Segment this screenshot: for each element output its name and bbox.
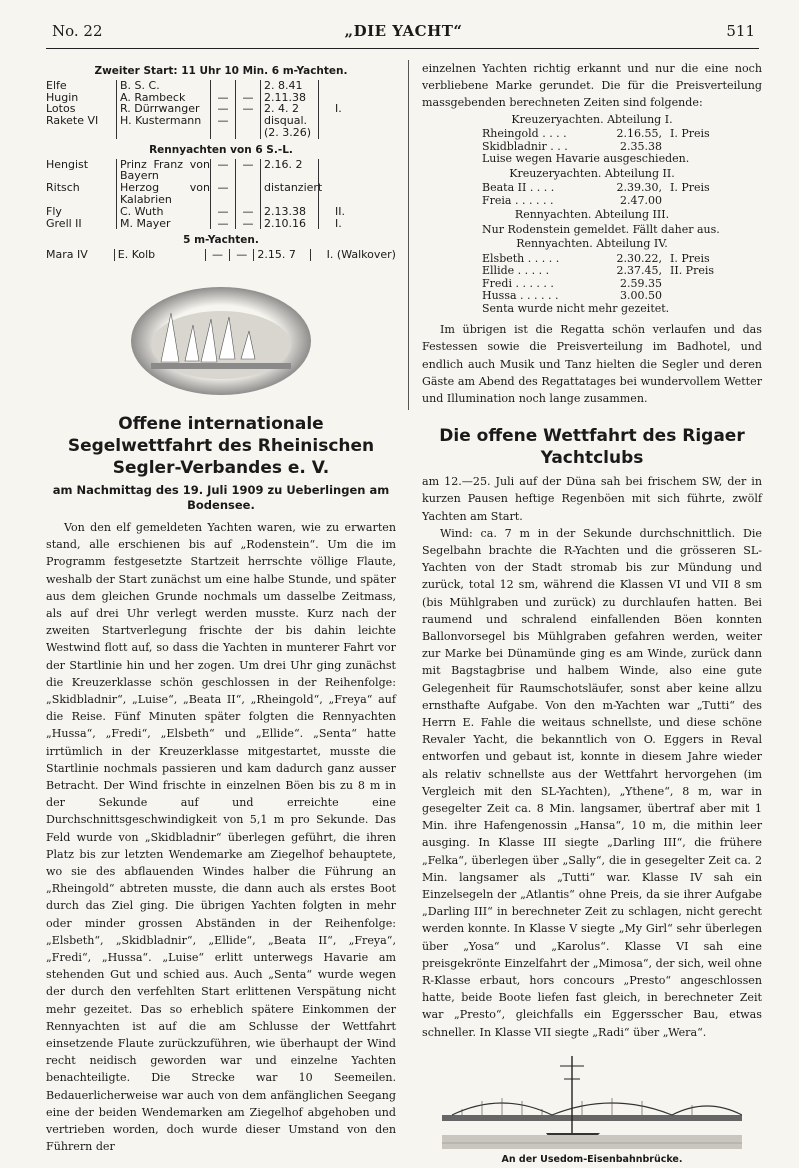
page-header (52, 22, 755, 46)
result-prize: I. Preis (670, 251, 710, 265)
yacht-owner: E. Kolb (114, 249, 205, 261)
right-column (422, 60, 762, 1168)
finish-time: 2.13.38 (260, 206, 318, 218)
start-row (46, 206, 396, 218)
page-number: 511 (726, 22, 755, 40)
prize: I. (318, 103, 342, 115)
yacht-name: Lotos (46, 102, 76, 116)
start-heading-2: Rennyachten von 6 S.-L. (149, 143, 293, 156)
result-note: Luise wegen Havarie ausgeschieden. (482, 152, 690, 166)
finish-time: 2.11.38 (260, 92, 318, 104)
journal-title: „DIE YACHT“ (344, 22, 463, 40)
prize: II. (318, 206, 345, 218)
article2-title: Die offene Wettfahrt des Rigaer Yachtclubs (439, 426, 745, 469)
finish-time: 2. 4. 2 (260, 103, 318, 115)
finish-time: 2. 8.41 (260, 80, 318, 92)
start-mark-1: — (210, 218, 235, 230)
yacht-owner: Prinz Franz von Bayern (116, 159, 210, 183)
yacht-owner: B. S. C. (116, 80, 210, 92)
result-prize: II. Preis (670, 264, 715, 278)
start-mark-2 (235, 115, 260, 139)
yacht-owner: A. Rambeck (116, 92, 210, 104)
result-prize (662, 195, 670, 208)
finish-time: distanziert (260, 182, 318, 206)
finish-time: 2.16. 2 (260, 159, 318, 183)
result-yacht: Skidbladnir . . . (482, 139, 568, 153)
start-mark-1: — (210, 103, 235, 115)
start-row (46, 249, 396, 261)
result-row (422, 182, 762, 195)
result-time: 2.47.00 (620, 193, 662, 207)
prize: I. (Walkover) (310, 249, 396, 261)
results-caption: Kreuzeryachten. Abteilung I. (511, 112, 673, 126)
result-note: Nur Rodenstein gemeldet. Fällt daher aus. (482, 222, 720, 236)
start-mark-1 (210, 80, 235, 92)
start-mark-2: — (235, 218, 260, 230)
prize: I. (318, 218, 342, 230)
issue-number: No. 22 (52, 22, 103, 40)
yacht-name: Ritsch (46, 181, 80, 195)
start-heading-1: Zweiter Start: 11 Uhr 10 Min. 6 m-Yachten. (94, 65, 348, 77)
results-caption: Rennyachten. Abteilung III. (514, 208, 670, 222)
start-group-1 (46, 80, 396, 139)
result-yacht: Ellide . . . . . (482, 264, 550, 278)
result-yacht: Freia . . . . . . (482, 193, 554, 207)
start-row (46, 218, 396, 230)
result-time: 2.37.45, (616, 264, 662, 278)
start-heading-3: 5 m-Yachten. (183, 234, 259, 247)
result-time: 2.16.55, (616, 127, 662, 141)
yacht-owner: R. Dürrwanger (116, 103, 210, 115)
bridge-illustration (442, 1051, 742, 1151)
article1-paragraph-3: Im übrigen ist die Regatta schön verlaufen und das Festessen sowie die Preisverteilung im Badhotel, und endlich auch Musik und Tanz hielten die Segler und deren Gäste am Abend des Regattatages bei wundervollem Wetter und Illumination noch lange zusammen. (422, 323, 762, 405)
results-list (422, 114, 762, 316)
start-row (46, 115, 396, 139)
result-row (422, 265, 762, 278)
left-column (46, 60, 396, 1155)
result-time: 2.59.35 (620, 276, 662, 290)
result-yacht: Beata II . . . . (482, 181, 555, 195)
result-row (422, 290, 762, 303)
article1-title: Offene internationale Segelwettfahrt des Rheinischen Segler-Verbandes e. V. (67, 413, 375, 478)
article2-paragraph-2: Wind: ca. 7 m in der Sekunde durchschnittlich. Die Segelbahn brachte die R-Yachten und die grösseren SL-Yachten von der Stadt stromab bis zur Mündung und zurück, total 12 sm, während die Klassen VI und VII 8 sm (bis Mühlgraben und zurück) zu durchlaufen hatten. Bei raumend und schralend einfallenden Böen konnten Ballonvorsegel bis Mühlgraben gefahren werden, weiter zur Marke bei Dünamünde ging es am Winde, zurück dann mit Bagstagbrise und halbem Winde, also eine gute Gelegenheit für Raumschotsläufer, sonst aber keine allzu ernsthafte Aufgabe. Von den m-Yachten war „Tutti“ des Herrn E. Fahle die weitaus schnellste, und diese schöne Revaler Yacht, die bekanntlich von O. Eggers in Reval entworfen und gebaut ist, konnte in diesem Jahre wieder als relativ schnellste aus der Wettfahrt hervorgehen (im Vergleich mit den SL-Yachten), „Ythene“, 8 m, war in gesegelter Zeit ca. 8 Min. langsamer, übertraf aber mit 1 Min. ihre Hafengenossin „Hansa“, 10 m, die mithin leer ausging. In Klasse III siegte „Darling III“, die frühere „Felka“, überlegen über „Sally“, die in gesegelter Zeit ca. 2 Min. langsamer als „Tutti“ war. Klasse IV sah ein Einzelsegeln der „Atlantis“ ohne Preis, da sie ihrer Aufgabe „Darling III“ in berechneter Zeit zu schlagen, nicht gerecht werden konnte. In Klasse V siegte „My Girl“ sehr überlegen über „Yosa“ und „Karolus“. Klasse VI sah eine preisgekrönte Einzelfahrt der „Mimosa“, der sich, weil ohne R-Klasse erbaut, hors concours „Presto“ angeschlossen hatte, beide Boote liefen fast gleich, in berechneter Zeit war „Presto“, gleichfalls ein Eggersscher Bau, etwas schneller. In Klasse VII siegte „Radi“ über „Wera“. (422, 526, 762, 1039)
prize (318, 80, 335, 92)
start-group-2 (46, 159, 396, 230)
yacht-owner: M. Mayer (116, 218, 210, 230)
start-mark-1: — (210, 159, 235, 183)
result-yacht: Rheingold . . . . (482, 127, 567, 141)
yacht-name: Hugin (46, 90, 79, 104)
start-mark-2: — (235, 103, 260, 115)
start-mark-2: — (235, 206, 260, 218)
yacht-name: Fly (46, 204, 62, 218)
result-row (422, 278, 762, 291)
start-mark-2 (235, 182, 260, 206)
finish-time: 2.10.16 (260, 218, 318, 230)
start-mark-1: — (210, 206, 235, 218)
article2-paragraph-1: am 12.—25. Juli auf der Düna sah bei frischem SW, der in kurzen Pausen heftige Regenböen mit sich führte, zwölf Yachten am Start. (422, 475, 762, 523)
start-mark-1: — (210, 182, 235, 206)
column-rule (408, 60, 409, 410)
start-mark-2: — (235, 159, 260, 183)
yacht-name: Hengist (46, 157, 89, 171)
start-row (46, 80, 396, 92)
start-list (46, 66, 396, 261)
start-mark-2: — (235, 92, 260, 104)
yacht-name: Grell II (46, 216, 82, 230)
result-prize (662, 278, 670, 291)
prize (318, 182, 335, 206)
yacht-owner: H. Kustermann (116, 115, 210, 139)
result-row (422, 195, 762, 208)
start-row (46, 182, 396, 206)
result-prize: I. Preis (670, 127, 710, 141)
start-mark-1: — (210, 92, 235, 104)
result-yacht: Elsbeth . . . . . (482, 251, 560, 265)
article1-paragraph-1: Von den elf gemeldeten Yachten waren, wie zu erwarten stand, alle erschienen bis auf „Rodenstein“. Um die im Programm festgesetzte Startzeit herrschte völlige Flaute, weshalb der Start zunächst um eine halbe Stunde, und später aus dem gleichen Grunde nochmals um dasselbe Zeitmass, als auf drei Uhr verlegt werden musste. Kurz nach der zweiten Startverlegung frischte der bis dahin leichte Westwind flott auf, so dass die Yachten in munterer Fahrt vor der Startlinie hin und her zogen. Um drei Uhr ging zunächst die Kreuzerklasse schön geschlossen in der Reihenfolge: „Skidbladnir“, „Luise“, „Beata II“, „Rheingold“, „Freya“ auf die Reise. Fünf Minuten später folgten die Rennyachten „Hussa“, „Fredi“, „Elsbeth“ und „Ellide“. „Senta“ hatte irrtümlich in der Kreuzerklasse mitgestartet, musste die Startlinie nochmals passieren und kam dadurch ganz ausser Betracht. Der Wind frischte in einzelnen Böen bis zu 8 m in der Sekunde auf und erreichte eine Durchschnittsgeschwindigkeit von 5,1 m pro Sekunde. Das Feld wurde von „Skidbladnir“ überlegen geführt, die ihren Platz bis zur letzten Wendemarke am Ziegelhof behauptete, wo sie des abflauenden Windes halber die Führung an „Rheingold“ abtreten musste, die dann auch als erstes Boot durch das Ziel ging. Die übrigen Yachten folgten in mehr oder minder grossen Abständen in der Reihenfolge: „Elsbeth“, „Skidbladnir“, „Ellide“, „Beata II“, „Freya“, „Fredi“, „Hussa“. „Luise“ erlitt unterwegs Havarie am stehenden Gut und schied aus. Auch „Senta“ wurde wegen der durch den verfehlten Start erlittenen Verspätung nicht mehr gezeitet. Das so erheblich spätere Einkommen der Rennyachten ist auf die am Schlusse der Wettfahrt einsetzende Flaute zurückzuführen, wie überhaupt der Wind recht neidisch geworden war und einzelne Yachten benachteiligte. Die Strecke war 10 Seemeilen. Bedauerlicherweise war auch von dem anfänglichen Seegang eine der beiden Wendemarken am Ziegelhof abgehoben und vertrieben worden, doch wurde dieser Umstand von den Führern der (46, 520, 396, 1154)
yacht-owner: C. Wuth (116, 206, 210, 218)
prize (318, 159, 335, 183)
results-caption: Kreuzeryachten. Abteilung II. (509, 166, 675, 180)
start-row (46, 159, 396, 183)
start-mark-2: — (229, 249, 253, 261)
yacht-name: Mara IV (46, 248, 88, 262)
result-prize (662, 290, 670, 303)
prize (318, 115, 335, 139)
start-mark-1: — (205, 249, 229, 261)
result-yacht: Fredi . . . . . . (482, 276, 554, 290)
result-time: 2.30.22, (616, 251, 662, 265)
sailboats-illustration (131, 287, 311, 395)
yacht-name: Rakete VI (46, 114, 99, 128)
start-mark-2 (235, 80, 260, 92)
result-prize: I. Preis (670, 181, 710, 195)
result-row (422, 128, 762, 141)
yacht-owner: Herzog von Kalabrien (116, 182, 210, 206)
result-yacht: Hussa . . . . . . (482, 289, 559, 303)
result-time: 2.35.38 (620, 139, 662, 153)
illustration-caption: An der Usedom-Eisenbahnbrücke. (501, 1153, 683, 1165)
results-caption: Rennyachten. Abteilung IV. (516, 237, 668, 251)
article1-subtitle: am Nachmittag des 19. Juli 1909 zu Ueberlingen am Bodensee. (52, 482, 390, 512)
prize (318, 92, 335, 104)
result-time: 3.00.50 (620, 289, 662, 303)
yacht-name: Elfe (46, 78, 67, 92)
result-note: Senta wurde nicht mehr gezeitet. (482, 301, 670, 315)
start-mark-1: — (210, 115, 235, 139)
result-time: 2.39.30, (616, 181, 662, 195)
article1-paragraph-2: einzelnen Yachten richtig erkannt und nur die eine noch verbliebene Marke gerundet. Die für die Preisverteilung massgebenden berechneten Zeiten sind folgende: (422, 62, 762, 110)
finish-time: 2.15. 7 (253, 249, 309, 261)
header-rule (46, 48, 759, 49)
start-group-3 (46, 249, 396, 261)
finish-time: disqual. (2. 3.26) (260, 115, 318, 139)
